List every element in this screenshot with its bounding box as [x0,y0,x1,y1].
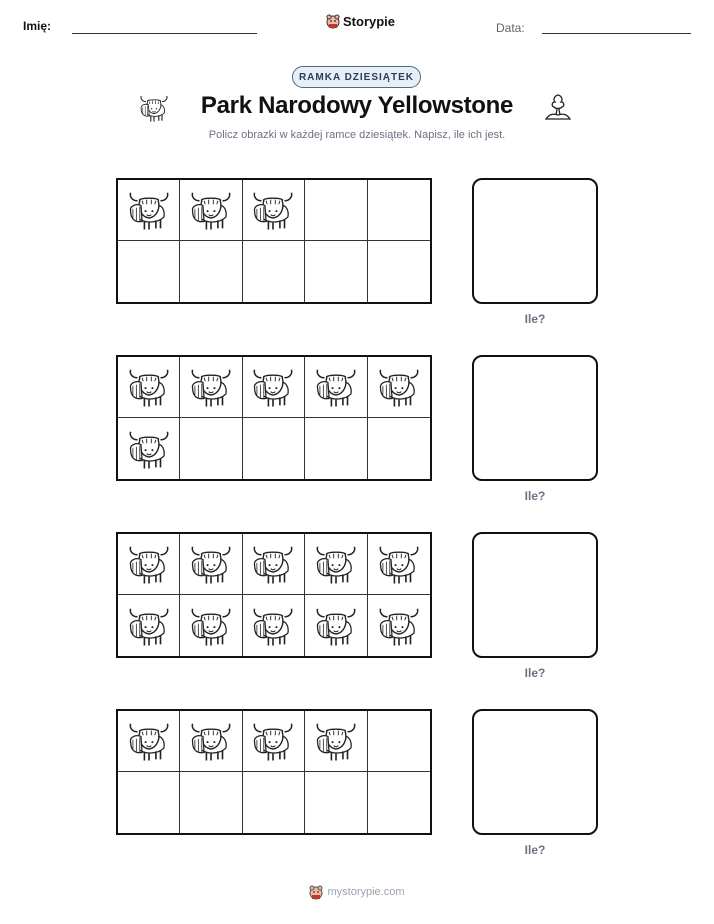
ten-frame-cell [305,418,367,479]
ten-frame-cell [118,418,180,479]
highland-cow-icon [250,603,296,649]
ten-frame-cell [118,772,180,833]
highland-cow-icon [188,603,234,649]
storypie-logo-icon [309,884,323,900]
ten-frame-cell [368,180,430,241]
ten-frame-cell [305,595,367,656]
ten-frame-cell [368,772,430,833]
answer-box-4[interactable] [472,709,598,835]
ten-frame-cell [118,241,180,302]
ten-frame-cell [243,418,305,479]
ten-frame-cell [368,357,430,418]
instructions: Policz obrazki w każdej ramce dziesiątek. Napisz, ile ich jest. [208,129,506,141]
ten-frame-cell [305,180,367,241]
ten-frame-cell [243,180,305,241]
name-label: Imię: [23,19,52,33]
highland-cow-icon [188,541,234,587]
answer-box-3[interactable] [472,532,598,658]
brand-name: Storypie [343,13,396,29]
highland-cow-icon [313,541,359,587]
ten-frame-cell [118,357,180,418]
highland-cow-icon [376,541,422,587]
name-line[interactable] [72,33,257,34]
ten-frame-cell [180,534,242,595]
highland-cow-icon [313,364,359,410]
answer-box-2[interactable] [472,355,598,481]
highland-cow-icon [126,541,172,587]
highland-cow-icon [250,364,296,410]
highland-cow-icon [313,603,359,649]
highland-cow-icon [126,426,172,472]
highland-cow-icon [250,187,296,233]
ten-frame-cell [243,772,305,833]
date-label: Data: [496,21,525,35]
ten-frame-cell [118,180,180,241]
answer-label-1: Ile? [524,312,546,326]
ten-frame-cell [118,534,180,595]
highland-cow-icon [126,364,172,410]
highland-cow-icon [188,187,234,233]
ten-frame-cell [368,534,430,595]
page-title: Park Narodowy Yellowstone [200,92,514,119]
ten-frame-cell [118,595,180,656]
highland-cow-icon [376,603,422,649]
ten-frame-cell [180,595,242,656]
highland-cow-icon [126,187,172,233]
brand-logo [326,13,395,29]
ten-frame-cell [305,357,367,418]
ten-frame-cell [180,418,242,479]
geyser-icon [542,92,574,124]
ten-frame-cell [368,241,430,302]
highland-cow-icon [138,92,170,124]
ten-frame-cell [305,772,367,833]
highland-cow-icon [126,603,172,649]
ten-frame-cell [368,418,430,479]
highland-cow-icon [188,718,234,764]
ten-frame-cell [180,180,242,241]
ten-frame-cell [305,534,367,595]
ten-frame-cell [243,357,305,418]
ten-frame-cell [305,711,367,772]
footer-url: mystorypie.com [327,886,405,898]
ten-frame-cell [243,534,305,595]
ten-frame-cell [118,711,180,772]
highland-cow-icon [126,718,172,764]
answer-label-3: Ile? [524,666,546,680]
highland-cow-icon [188,364,234,410]
answer-label-4: Ile? [524,843,546,857]
storypie-logo-icon [326,13,340,29]
ten-frame-3 [116,532,432,658]
ten-frame-cell [180,241,242,302]
ten-frame-cell [368,711,430,772]
ten-frame-2 [116,355,432,481]
ten-frame-cell [180,357,242,418]
ten-frame-cell [180,772,242,833]
ten-frame-cell [368,595,430,656]
ten-frame-1 [116,178,432,304]
highland-cow-icon [250,718,296,764]
worksheet-type-badge: RAMKA DZIESIĄTEK [292,66,421,88]
answer-box-1[interactable] [472,178,598,304]
answer-label-2: Ile? [524,489,546,503]
highland-cow-icon [250,541,296,587]
ten-frame-cell [180,711,242,772]
footer [0,884,714,900]
date-line[interactable] [542,33,691,34]
ten-frame-cell [243,595,305,656]
ten-frame-4 [116,709,432,835]
ten-frame-cell [305,241,367,302]
highland-cow-icon [376,364,422,410]
highland-cow-icon [313,718,359,764]
ten-frame-cell [243,241,305,302]
ten-frame-cell [243,711,305,772]
